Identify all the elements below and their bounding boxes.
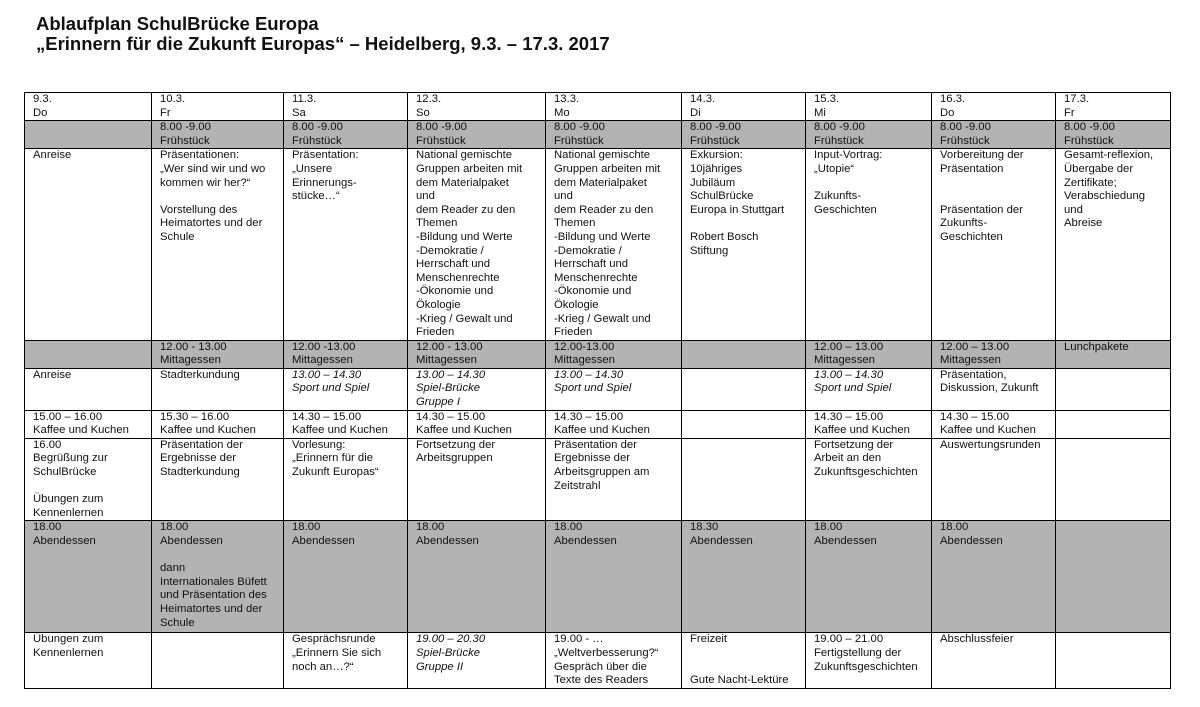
day-header: 9.3. Do [33,93,52,119]
schedule-entry: 13.00 – 14.30 Sport und Spiel [554,368,632,395]
cell-breakfast-4 [408,121,546,149]
cell-days-7 [806,93,932,121]
row-late-afternoon [25,438,1171,521]
cell-late-afternoon-1 [25,438,152,521]
cell-breakfast-3 [284,121,408,149]
schedule-entry: Anreise [33,149,72,162]
schedule-entry: Gesprächsrunde „Erinnern Sie sich noch an…?“ [292,633,382,673]
schedule-entry: 12.00 – 13.00 Mittagessen [814,340,884,367]
day-header: 15.3. Mi [814,93,840,119]
day-header: 12.3. So [416,93,442,119]
schedule-entry: 8.00 -9.00 Frühstück [690,121,741,147]
cell-morning-1 [25,149,152,340]
schedule-entry: Vorlesung: „Erinnern für die Zukunft Europas“ [292,438,379,479]
schedule-entry: 18.00 Abendessen [554,521,617,547]
cell-days-4 [408,93,546,121]
cell-morning-4 [408,149,546,340]
cell-dinner-8 [932,521,1056,633]
schedule-entry: 14.30 – 15.00 Kaffee und Kuchen [940,410,1036,437]
cell-breakfast-7 [806,121,932,149]
row-afternoon [25,368,1171,410]
schedule-entry: 12.00-13.00 Mittagessen [554,340,615,367]
cell-morning-3 [284,149,408,340]
row-evening [25,633,1171,688]
schedule-entry: Exkursion: 10jähriges Jubiläum SchulBrücke Europa in Stuttgart Robert Bosch Stiftung [690,149,785,257]
schedule-entry: 19.00 - … „Weltverbesserung?“ Gespräch über die Texte des Readers [554,633,659,687]
schedule-entry: Präsentation, Diskussion, Zukunft [940,368,1039,395]
schedule-entry: 18.00 Abendessen [814,521,877,547]
schedule-entry: 13.00 – 14.30 Sport und Spiel [292,368,370,395]
cell-afternoon-4 [408,368,546,410]
cell-days-5 [546,93,682,121]
schedule-entry: Stadterkundung [160,368,240,381]
schedule-entry: 15.00 – 16.00 Kaffee und Kuchen [33,410,129,437]
cell-late-afternoon-8 [932,438,1056,521]
schedule-entry: Präsentationen: „Wer sind wir und wo kommen wir her?“ Vorstellung des Heimatortes und der Schule [160,149,266,243]
schedule-entry: 18.00 Abendessen dann Internationales Büfett und Präsentation des Heimatortes und der Schule [160,521,267,629]
schedule-entry: Input-Vortrag: „Utopie“ Zukunfts- Geschichten [814,149,883,216]
cell-days-9 [1056,93,1171,121]
day-header: 17.3. Fr [1064,93,1090,119]
day-header: 10.3. Fr [160,93,186,119]
cell-late-afternoon-2 [152,438,284,521]
cell-coffee-7 [806,410,932,438]
schedule-entry: Lunchpakete [1064,340,1129,353]
cell-afternoon-7 [806,368,932,410]
schedule-entry: Fortsetzung der Arbeit an den Zukunftsgeschichten [814,438,918,479]
cell-late-afternoon-5 [546,438,682,521]
cell-dinner-7 [806,521,932,633]
cell-dinner-9 [1056,521,1171,633]
schedule-entry: 8.00 -9.00 Frühstück [160,121,211,147]
cell-afternoon-8 [932,368,1056,410]
cell-lunch-7 [806,340,932,368]
cell-afternoon-3 [284,368,408,410]
schedule-entry: 19.00 – 20.30 Spiel-Brücke Gruppe II [416,633,486,673]
cell-evening-2 [152,633,284,688]
cell-coffee-4 [408,410,546,438]
schedule-entry: Gesamt-reflexion, Übergabe der Zertifikate; Verabschiedung und Abreise [1064,149,1154,230]
cell-afternoon-6 [682,368,806,410]
cell-days-8 [932,93,1056,121]
schedule-entry: 19.00 – 21.00 Fertigstellung der Zukunftsgeschichten [814,633,918,673]
schedule-entry: Abschlussfeier [940,633,1014,646]
cell-late-afternoon-4 [408,438,546,521]
cell-days-1 [25,93,152,121]
cell-lunch-3 [284,340,408,368]
schedule-entry: 8.00 -9.00 Frühstück [1064,121,1115,147]
cell-late-afternoon-6 [682,438,806,521]
cell-evening-9 [1056,633,1171,688]
cell-coffee-9 [1056,410,1171,438]
cell-coffee-5 [546,410,682,438]
schedule-entry: 12.00 – 13.00 Mittagessen [940,340,1010,367]
cell-dinner-3 [284,521,408,633]
schedule-entry: 8.00 -9.00 Frühstück [554,121,605,147]
cell-lunch-6 [682,340,806,368]
cell-evening-8 [932,633,1056,688]
cell-dinner-6 [682,521,806,633]
day-header: 16.3. Do [940,93,966,119]
schedule-entry: 18.00 Abendessen [940,521,1003,547]
cell-coffee-6 [682,410,806,438]
document-title [36,14,610,54]
cell-morning-5 [546,149,682,340]
schedule-entry: 13.00 – 14.30 Sport und Spiel [814,368,892,395]
cell-morning-8 [932,149,1056,340]
cell-coffee-8 [932,410,1056,438]
cell-lunch-1 [25,340,152,368]
schedule-entry: 18.00 Abendessen [33,521,96,547]
row-morning [25,149,1171,340]
schedule-entry: 14.30 – 15.00 Kaffee und Kuchen [416,410,512,437]
cell-evening-5 [546,633,682,688]
cell-evening-6 [682,633,806,688]
title-line-1: Ablaufplan SchulBrücke Europa [36,13,319,34]
cell-breakfast-6 [682,121,806,149]
schedule-entry: Präsentation der Ergebnisse der Arbeitsgruppen am Zeitstrahl [554,438,650,492]
schedule-entry: 14.30 – 15.00 Kaffee und Kuchen [814,410,910,437]
cell-morning-2 [152,149,284,340]
schedule-entry: 18.30 Abendessen [690,521,753,547]
cell-morning-7 [806,149,932,340]
schedule-entry: 12.00 - 13.00 Mittagessen [416,340,483,367]
schedule-entry: 16.00 Begrüßung zur SchulBrücke Übungen zum Kennenlernen [33,438,108,519]
row-lunch [25,340,1171,368]
schedule-entry: Fortsetzung der Arbeitsgruppen [416,438,496,465]
cell-days-3 [284,93,408,121]
cell-evening-4 [408,633,546,688]
cell-late-afternoon-3 [284,438,408,521]
schedule-entry: Auswertungsrunden [940,438,1041,451]
schedule-entry: Freizeit Gute Nacht-Lektüre [690,633,789,687]
title-line-2: „Erinnern für die Zukunft Europas“ – Heidelberg, 9.3. – 17.3. 2017 [36,33,610,54]
cell-lunch-8 [932,340,1056,368]
cell-breakfast-2 [152,121,284,149]
schedule-entry: 8.00 -9.00 Frühstück [814,121,865,147]
schedule-entry: 14.30 – 15.00 Kaffee und Kuchen [554,410,650,437]
schedule-entry: Anreise [33,368,72,381]
schedule-entry: Präsentation der Ergebnisse der Stadterkundung [160,438,243,479]
row-coffee [25,410,1171,438]
schedule-entry: 8.00 -9.00 Frühstück [292,121,343,147]
cell-late-afternoon-9 [1056,438,1171,521]
cell-lunch-4 [408,340,546,368]
cell-days-6 [682,93,806,121]
cell-breakfast-9 [1056,121,1171,149]
cell-late-afternoon-7 [806,438,932,521]
day-header: 13.3. Mo [554,93,580,119]
day-header: 11.3. Sa [292,93,317,119]
cell-afternoon-1 [25,368,152,410]
cell-morning-6 [682,149,806,340]
row-breakfast [25,121,1171,149]
cell-breakfast-1 [25,121,152,149]
schedule-entry: 13.00 – 14.30 Spiel-Brücke Gruppe I [416,368,486,409]
cell-afternoon-5 [546,368,682,410]
schedule-entry: 15.30 – 16.00 Kaffee und Kuchen [160,410,256,437]
schedule-entry: 18.00 Abendessen [416,521,479,547]
schedule-entry: National gemischte Gruppen arbeiten mit dem Materialpaket und dem Reader zu den Themen -Bildung und Werte -Demokratie / Herrschaft und Menschenrechte -Ökonomie und Ökologie -Krieg / Gewalt und Frieden [554,149,661,339]
schedule-entry: Übungen zum Kennenlernen [33,633,104,659]
schedule-entry: 8.00 -9.00 Frühstück [940,121,991,147]
schedule-entry: 18.00 Abendessen [292,521,355,547]
row-days [25,93,1171,121]
cell-dinner-5 [546,521,682,633]
cell-days-2 [152,93,284,121]
schedule-entry: 12.00 - 13.00 Mittagessen [160,340,227,367]
schedule-table [24,92,1171,689]
schedule-entry: 12.00 -13.00 Mittagessen [292,340,356,367]
cell-morning-9 [1056,149,1171,340]
row-dinner [25,521,1171,633]
schedule-entry: 14.30 – 15.00 Kaffee und Kuchen [292,410,388,437]
cell-dinner-1 [25,521,152,633]
schedule-entry: Präsentation: „Unsere Erinnerungs- stücke…“ [292,149,359,203]
day-header: 14.3. Di [690,93,716,119]
cell-lunch-9 [1056,340,1171,368]
cell-evening-1 [25,633,152,688]
cell-breakfast-8 [932,121,1056,149]
cell-evening-3 [284,633,408,688]
cell-dinner-4 [408,521,546,633]
cell-lunch-5 [546,340,682,368]
cell-coffee-1 [25,410,152,438]
cell-evening-7 [806,633,932,688]
cell-coffee-2 [152,410,284,438]
cell-afternoon-9 [1056,368,1171,410]
schedule-entry: National gemischte Gruppen arbeiten mit dem Materialpaket und dem Reader zu den Themen -Bildung und Werte -Demokratie / Herrschaft und Menschenrechte -Ökonomie und Ökologie -Krieg / Gewalt und Frieden [416,149,523,339]
cell-afternoon-2 [152,368,284,410]
cell-coffee-3 [284,410,408,438]
schedule-entry: 8.00 -9.00 Frühstück [416,121,467,147]
schedule-entry: Vorbereitung der Präsentation Präsentation der Zukunfts- Geschichten [940,149,1024,243]
cell-breakfast-5 [546,121,682,149]
cell-lunch-2 [152,340,284,368]
cell-dinner-2 [152,521,284,633]
